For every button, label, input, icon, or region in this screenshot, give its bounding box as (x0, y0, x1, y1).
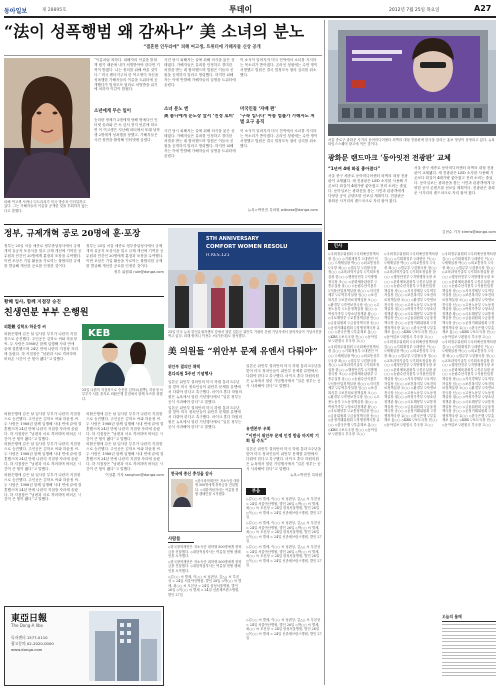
couple-body-para4: 외환은행에 같은 날 입사한 부부가 나란히 지점장으로 승진했다. 주인공은 김학오 씨와 하윤정 씨. 두 사람은 1988년 함께 입행해 사내 연애 끝에 결혼했으며 24년 만에 나란히 지점장 자리에 올랐다. 하 지점장은 “남편과 서로 격려하며 버텨온 시간이 큰 힘이 됐다”고 말했다. (4, 472, 82, 502)
lead-headline: “法이 성폭행범 왜 감싸나” 美 소녀의 분노 (4, 22, 304, 41)
couple-caption: 25일 나란히 지점장으로 승진한 김학오(왼쪽), 하윤정 씨 부부가 서울 을지로 외환은행 본점에서 함께 포즈를 취했다. (82, 388, 163, 401)
couple-body-para6: 외환은행에 같은 날 입사한 부부가 나란히 지점장으로 승진했다. 주인공은 김학오 씨와 하윤정 씨. 두 사람은 1988년 함께 입행해 사내 연애 끝에 결혼했으며 24년 만에 나란히 지점장 자리에 올랐다. 하 지점장은 “남편과 서로 격려하며 버텨온 시간이 큰 힘이 됐다”고 말했다. (86, 442, 164, 471)
comfort-body-col3 (246, 447, 322, 485)
comfort-body-col2 (246, 364, 322, 424)
tide-table (442, 621, 496, 683)
bottom-rule (4, 296, 164, 297)
obit-para-d: ◇김○○ 씨 별세, 이○○ 씨 남편상, 김△△ 씨 부친상 = 24일 서울아산병원, 발인 26일 ◇박○○ 씨 별세, 최○○ 씨 모친상 = 24일 삼성서울병원, 발인 26일 ◇이○○ 씨 별세 = 24일 신촌세브란스병원, 발인 27일 (246, 618, 322, 641)
lead-side-body: 승리란 정체가 2명에게 당해 명예다인 인터넷 올라와 큰 소 앞서 현지 언론에 따르면 이 여고생은 지난해 파티에서 또래 남학생 2명에게 성폭행을 당했고, 가해자들은 사건 장면을 촬영해 인터넷에 올렸다. (94, 118, 160, 142)
lead-kicker-rule (4, 55, 322, 56)
couple-body-para5: 외환은행에 같은 날 입사한 부부가 나란히 지점장으로 승진했다. 주인공은 김학오 씨와 하윤정 씨. 두 사람은 1988년 함께 입행해 사내 연애 끝에 결혼했으며 24년 만에 나란히 지점장 자리에 올랐다. 하 지점장은 “남편과 서로 격려하며 버텨온 시간이 큰 힘이 됐다”고 말했다. (86, 412, 164, 441)
couple-sub: 외환銀 김학오·하윤정 씨 (4, 324, 46, 329)
billboard-body-para: 서울 중구 세종로 동아미디어센터 외벽의 대형 전광판이 교체됐다. 새 전광판은 LED 소자를 사용해 기존보다 화질이 4배가량 좋아졌고 전력 소비는 줄었다. 동아일보는 광화문을 찾는 시민과 관광객에게 다양한 공익 콘텐츠를 선보일 계획이다. 전광판은 광화문 사거리의 랜드마크로 자리 잡아 왔다. (328, 174, 408, 203)
obit-body-2 (246, 618, 322, 685)
loyalty-text: ◇한국장학재단은 저소득층 대학생 500명에게 장학금을 전달했다. ◇대한적십자사는 여름철 헌혈 캠페인을 시작했다. (195, 479, 240, 497)
billboard-body (328, 174, 408, 236)
banner-line1: 5TH ANNIVERSARY (206, 236, 259, 242)
page-number: A27 (474, 4, 492, 13)
obit-para-c: ◇김○○ 씨 별세, 이○○ 씨 남편상, 김△△ 씨 부친상 = 24일 서울아산병원, 발인 26일 ◇박○○ 씨 별세, 최○○ 씨 모친상 = 24일 삼성서울병원, 발인 26일 ◇이○○ 씨 별세 = 24일 신촌세브란스병원, 발인 27일 (246, 544, 322, 568)
obit-head: 부음 (246, 488, 266, 495)
lead-col3-head2: ‘구속 입니다’ 아름 법률가 가해자도 처벌 요구 움직 (240, 114, 315, 125)
people-body-col1 (328, 252, 380, 612)
loyalty-head: 한국에 종신 충성을 감사 (171, 471, 213, 476)
lead-photo (4, 58, 90, 198)
mid-body-para2: 정부는 25일 서울 세종로 정부중앙청사에서 규제개혁 유공자 포상식을 열고 규제 개선에 기여한 공무원과 민간인 20명에게 훈장과 포장을 수여했다. 이번 포상은 기업 활동을 가로막는 불합리한 규제를 발굴해 개선한 공로를 인정한 것이다. (86, 244, 164, 268)
banner-line2: COMFORT WOMEN RESOLU (206, 244, 288, 250)
lead-col2-body: 사건 당시 피해자는 술에 취해 의식을 잃은 상태였다. 가해자들은 유죄를 인정하고 경미한 처벌을 받는 데 합의했으며 법원은 이들의 신원을 공개하지 말라고 명령했다. 하지만 피해자는 이에 반발해 가해자들의 실명을 트위터에 올렸다. (164, 58, 236, 87)
mid-body-col1 (4, 244, 82, 292)
mid-body-col2 (86, 244, 164, 292)
couple-body-col3 (86, 412, 164, 602)
lead-col2-head2: 美 롬니에게 눈도장 앞서 ‘친정 로비’ (164, 114, 235, 119)
people2-head: 사람들 (168, 536, 194, 543)
tide-head: 오늘의 물때 (442, 614, 462, 619)
banner-line3: H.RES.121 (206, 253, 230, 258)
loyalty-photo (171, 479, 193, 507)
lead-col3-body-cont (240, 129, 318, 207)
mid-byline: 정부 위원회 rule@donga.com (113, 269, 164, 274)
lead-col3-body: 이 소식이 알려지자 미국 전역에서 소녀를 지지하는 목소리가 쏟아졌다. 온라인 청원에는 수만 명이 서명했고 법원은 결국 법정모독 혐의 심리를 취소했다. (240, 58, 318, 77)
ad-line-1: 독자센터 1577-0110 (11, 635, 48, 640)
ad-photo (89, 611, 161, 681)
people-para-3: ◇국회정무위원회 ▽국회예산정책처장 김○○ ◇기획재정부 ▽대변인 이○○ ▽세제실장 박○○ ◇외교통상부 ▽국장 최○○ ◇법무부 ▽검찰국장 정○○ ◇교육과학기술부 ▽기획조정실장 한○○ ◇행정안전부 ▽지방행정국장 조○○ ◇문화체육관광부 ▽종무실장 윤○○ ◇농림수산식품부 ▽식품산업정책실장 장○○ ◇지식경제부 ▽무역투자실장 임○○ ◇보건복지부 ▽보건의료정책실장 오○○ ◇환경부 ▽자연보전국장 신○○ ◇고용노동부 ▽노동정책실장 권○○ ◇여성가족부 ▽청소년정책관 황○○ ◇국토해양부 ▽교통정책실장 안○○ ◇금융위원회 ▽금융정책국장 송○○ ◇공정거래위원회 ▽경쟁정책국장 유○○ ◇한국은행 ▽부총재보 홍○○ ◇KBS ▽보도국장 전○○ ◇동아일보 ▽편집국 부국장 고○○ (442, 252, 496, 339)
people-rule (328, 240, 496, 241)
ad-line-2: 광고문의 02-2020-0000 (11, 641, 54, 646)
lead-col3-para: 이 소식이 알려지자 미국 전역에서 소녀를 지지하는 목소리가 쏟아졌다. 온라인 청원에는 수만 명이 서명했고 법원은 결국 법정모독 혐의 심리를 취소했다. (240, 129, 318, 148)
mid-rule (4, 224, 322, 225)
loyalty-box (168, 468, 242, 532)
mid-body-para: 정부는 25일 서울 세종로 정부중앙청사에서 규제개혁 유공자 포상식을 열고 규제 개선에 기여한 공무원과 민간인 20명에게 훈장과 포장을 수여했다. 이번 포상은 기업 활동을 가로막는 불합리한 규제를 발굴해 개선한 공로를 인정한 것이다. (4, 244, 82, 268)
comfort-sub3: “이번이 위안부 문제 인정 받을 마지막 기회 될 수도” (246, 433, 319, 444)
billboard-byline: 김현수 기자 kimhs@donga.com (441, 230, 496, 234)
billboard-body-para2: 서울 중구 세종로 동아미디어센터 외벽의 대형 전광판이 교체됐다. 새 전광판은 LED 소자를 사용해 기존보다 화질이 4배가량 좋아졌고 전력 소비는 줄었다. 동아일보는 광화문을 찾는 시민과 관광객에게 다양한 공익 콘텐츠를 선보일 계획이다. 전광판은 광화문 사거리의 랜드마크로 자리 잡아 왔다. (414, 166, 495, 195)
comfort-sub: 혼다의원 5주년 기념행사 (168, 371, 213, 376)
donga-ad (4, 606, 164, 686)
lead-byline: 뉴욕=박현진 특파원 witness@donga.com (247, 208, 318, 212)
obit-para-b: ◇김○○ 씨 별세, 이○○ 씨 남편상, 김△△ 씨 부친상 = 24일 서울아산병원, 발인 26일 ◇박○○ 씨 별세, 최○○ 씨 모친상 = 24일 삼성서울병원, 발인 26일 ◇이○○ 씨 별세 = 24일 신촌세브란스병원, 발인 27일 (246, 520, 322, 544)
mid-headline: 정부, 규제개혁 공로 20명에 훈·포장 (4, 229, 141, 239)
couple-kicker: 황혜 입사, 함께 지점장 승진 (4, 300, 61, 305)
billboard-caption: 서울 종로구 광화문 사거리 동아미디어센터 외벽의 대형 전광판에 한국을 알리는 홍보 영상이 상영되고 있다. 뉴욕 타임스스퀘어 광고에 이은 것이다. (328, 138, 495, 147)
people2-body (168, 545, 242, 685)
lead-side-head: 소년에게 무슨 일이 (94, 109, 131, 114)
tide-row (442, 673, 496, 676)
ad-tagline: The Dong-A Ilbo (11, 623, 43, 628)
lead-col2-body-cont (164, 129, 236, 215)
comfort-body-para3: 일본군 위안부 결의안의 미국 하원 통과 5주년을 맞아 미국 정치인들이 위안부 문제를 유엔에서 다뤄야 한다고 촉구했다. 마이크 혼다 하원의원은 뉴욕에서 열린 기념행사에서 “일본 정부는 공식 사과해야 한다”고 말했다. (246, 447, 322, 471)
issue-date: 2012년 7월 25일 목요일 (389, 8, 440, 13)
couple-body-col2 (4, 412, 82, 602)
issue-number: 제 28895호 (42, 8, 67, 13)
people-para-3b: ◇국회정무위원회 ▽국회예산정책처장 김○○ ◇기획재정부 ▽대변인 이○○ ▽세제실장 박○○ ◇외교통상부 ▽국장 최○○ ◇법무부 ▽검찰국장 정○○ ◇교육과학기술부 ▽기획조정실장 한○○ ◇행정안전부 ▽지방행정국장 조○○ ◇문화체육관광부 ▽종무실장 윤○○ ◇농림수산식품부 ▽식품산업정책실장 장○○ ◇지식경제부 ▽무역투자실장 임○○ ◇보건복지부 ▽보건의료정책실장 오○○ ◇환경부 ▽자연보전국장 신○○ ◇고용노동부 ▽노동정책실장 권○○ ◇여성가족부 ▽청소년정책관 황○○ ◇국토해양부 ▽교통정책실장 안○○ ◇금융위원회 ▽금융정책국장 송○○ ◇공정거래위원회 ▽경쟁정책국장 유○○ ◇한국은행 ▽부총재보 홍○○ ◇KBS ▽보도국장 전○○ ◇동아일보 ▽편집국 부국장 고○○ (442, 340, 496, 427)
billboard-headline: 광화문 랜드마크 ‘동아잇전 전광판’ 교체 (328, 153, 451, 162)
obit-para: ◇김○○ 씨 별세, 이○○ 씨 남편상, 김△△ 씨 부친상 = 24일 서울아산병원, 발인 26일 ◇박○○ 씨 별세, 최○○ 씨 모친상 = 24일 삼성서울병원, 발인 26일 ◇이○○ 씨 별세 = 24일 신촌세브란스병원, 발인 27일 (246, 497, 322, 520)
couple-body-para2: 외환은행에 같은 날 입사한 부부가 나란히 지점장으로 승진했다. 주인공은 김학오 씨와 하윤정 씨. 두 사람은 1988년 함께 입행해 사내 연애 끝에 결혼했으며 24년 만에 나란히 지점장 자리에 올랐다. 하 지점장은 “남편과 서로 격려하며 버텨온 시간이 큰 힘이 됐다”고 말했다. (4, 412, 82, 441)
billboard-photo (328, 20, 496, 136)
ad-logo: 東亞日報 (11, 614, 48, 624)
comfort-sub2: 유엔본부 우회 (246, 426, 271, 431)
lead-photo-caption: 피해 여고생 사바나 디트리치가 미국 방송과 인터뷰하고 있다. 그는 가해자들의 이름을 공개한 것을 후회하지 않는다고 말했다. (4, 200, 88, 213)
people-body-col2 (384, 252, 438, 612)
comfort-headline: 美 의원들 “위안부 문제 유엔서 다뤄야” (168, 347, 318, 357)
comfort-body-para-b: 일본군 위안부 결의안의 미국 하원 통과 5주년을 맞아 미국 정치인들이 위안부 문제를 유엔에서 다뤄야 한다고 촉구했다. 마이크 혼다 하원의원은 뉴욕에서 열린 기념행사에서 “일본 정부는 공식 사과해야 한다”고 말했다. (168, 405, 242, 430)
comfort-body-para2: 일본군 위안부 결의안의 미국 하원 통과 5주년을 맞아 미국 정치인들이 위안부 문제를 유엔에서 다뤄야 한다고 촉구했다. 마이크 혼다 하원의원은 뉴욕에서 열린 기념행사에서 “일본 정부는 공식 사과해야 한다”고 말했다. (246, 364, 322, 388)
people2-para: ◇한국장학재단은 저소득층 대학생 500명에게 장학금을 전달했다. ◇대한적십자사는 여름철 헌혈 캠페인을 시작했다. (168, 545, 242, 559)
people-para-2b: ◇국회정무위원회 ▽국회예산정책처장 김○○ ◇기획재정부 ▽대변인 이○○ ▽세제실장 박○○ ◇외교통상부 ▽국장 최○○ ◇법무부 ▽검찰국장 정○○ ◇교육과학기술부 ▽기획조정실장 한○○ ◇행정안전부 ▽지방행정국장 조○○ ◇문화체육관광부 ▽종무실장 윤○○ ◇농림수산식품부 ▽식품산업정책실장 장○○ ◇지식경제부 ▽무역투자실장 임○○ ◇보건복지부 ▽보건의료정책실장 오○○ ◇환경부 ▽자연보전국장 신○○ ◇고용노동부 ▽노동정책실장 권○○ ◇여성가족부 ▽청소년정책관 황○○ ◇국토해양부 ▽교통정책실장 안○○ ◇금융위원회 ▽금융정책국장 송○○ ◇공정거래위원회 ▽경쟁정책국장 유○○ ◇한국은행 ▽부총재보 홍○○ ◇KBS ▽보도국장 전○○ ◇동아일보 ▽편집국 부국장 고○○ (384, 340, 438, 427)
obit-body (246, 497, 322, 617)
people-para-2: ◇국회정무위원회 ▽국회예산정책처장 김○○ ◇기획재정부 ▽대변인 이○○ ▽세제실장 박○○ ◇외교통상부 ▽국장 최○○ ◇법무부 ▽검찰국장 정○○ ◇교육과학기술부 ▽기획조정실장 한○○ ◇행정안전부 ▽지방행정국장 조○○ ◇문화체육관광부 ▽종무실장 윤○○ ◇농림수산식품부 ▽식품산업정책실장 장○○ ◇지식경제부 ▽무역투자실장 임○○ ◇보건복지부 ▽보건의료정책실장 오○○ ◇환경부 ▽자연보전국장 신○○ ◇고용노동부 ▽노동정책실장 권○○ ◇여성가족부 ▽청소년정책관 황○○ ◇국토해양부 ▽교통정책실장 안○○ ◇금융위원회 ▽금융정책국장 송○○ ◇공정거래위원회 ▽경쟁정책국장 유○○ ◇한국은행 ▽부총재보 홍○○ ◇KBS ▽보도국장 전○○ ◇동아일보 ▽편집국 부국장 고○○ (384, 252, 438, 339)
comfort-kicker: 위안부 결의안 채택 (168, 364, 200, 369)
people2-para-b: ◇한국장학재단은 저소득층 대학생 500명에게 장학금을 전달했다. ◇대한적십자사는 여름철 헌혈 캠페인을 시작했다. (168, 559, 242, 573)
lead-col2-para: 사건 당시 피해자는 술에 취해 의식을 잃은 상태였다. 가해자들은 유죄를 인정하고 경미한 처벌을 받는 데 합의했으며 법원은 이들의 신원을 공개하지 말라고 명령했다. 하지만 피해자는 이에 반발해 가해자들의 실명을 트위터에 올렸다. (164, 129, 236, 158)
couple-body-para3: 외환은행에 같은 날 입사한 부부가 나란히 지점장으로 승진했다. 주인공은 김학오 씨와 하윤정 씨. 두 사람은 1988년 함께 입행해 사내 연애 끝에 결혼했으며 24년 만에 나란히 지점장 자리에 올랐다. 하 지점장은 “남편과 서로 격려하며 버텨온 시간이 큰 힘이 됐다”고 말했다. (4, 442, 82, 471)
couple-photo (82, 324, 164, 386)
lead-body-left: “이름처럼 착하다. 피해자의 이름을 밝혀 책 썼기 때문에 내가 처벌받아야 한다면 기꺼이 받겠다. 나는 정의를 위해 싸울 것이다.” 미국 켄터키주의 한 여고생이 자신을 성폭행한 가해자들의 이름을 트위터에 공개했다가 법정모독 혐의로 처벌받을 위기에 처하자 이같이 밝혔다. (94, 58, 160, 92)
billboard-sub: “1년여 4배 화질 좋아졌다” (328, 166, 381, 171)
masthead (4, 4, 496, 16)
lead-col2-head: 소녀 분노 엔 (164, 107, 189, 112)
column-divider (324, 20, 325, 685)
people-para-1b: ◇국회정무위원회 ▽국회예산정책처장 김○○ ◇기획재정부 ▽대변인 이○○ ▽세제실장 박○○ ◇외교통상부 ▽국장 최○○ ◇법무부 ▽검찰국장 정○○ ◇교육과학기술부 ▽기획조정실장 한○○ ◇행정안전부 ▽지방행정국장 조○○ ◇문화체육관광부 ▽종무실장 윤○○ ◇농림수산식품부 ▽식품산업정책실장 장○○ ◇지식경제부 ▽무역투자실장 임○○ ◇보건복지부 ▽보건의료정책실장 오○○ ◇환경부 ▽자연보전국장 신○○ ◇고용노동부 ▽노동정책실장 권○○ ◇여성가족부 ▽청소년정책관 황○○ ◇국토해양부 ▽교통정책실장 안○○ ◇금융위원회 ▽금융정책국장 송○○ ◇공정거래위원회 ▽경쟁정책국장 유○○ ◇한국은행 ▽부총재보 홍○○ ◇KBS ▽보도국장 전○○ ◇동아일보 ▽편집국 부국장 고○○ (328, 344, 380, 437)
ad-line-3: www.donga.com (11, 647, 43, 652)
people2-para-c: ◇김○○ 씨 별세, 이○○ 씨 남편상, 김△△ 씨 부친상 = 24일 서울아산병원, 발인 26일 ◇박○○ 씨 별세, 최○○ 씨 모친상 = 24일 삼성서울병원, 발인 26일 ◇이○○ 씨 별세 = 24일 신촌세브란스병원, 발인 27일 (168, 574, 242, 597)
comfort-body-para: 일본군 위안부 결의안의 미국 하원 통과 5주년을 맞아 미국 정치인들이 위안부 문제를 유엔에서 다뤄야 한다고 촉구했다. 마이크 혼다 하원의원은 뉴욕에서 열린 기념행사에서 “일본 정부는 공식 사과해야 한다”고 말했다. (168, 380, 242, 404)
svg-text:KEB: KEB (88, 328, 111, 339)
group-photo-caption: 25일 미국 뉴욕 한인유권자센터 앞에서 열린 일본군 위안부 기림비 건립 기념식에서 참석자들이 기념사진을 찍고 있다. 피해 할머니 이용수 씨(가운데)도 참석했다. (168, 330, 322, 339)
masthead-rule (4, 16, 496, 18)
comfort-body-col1 (168, 380, 242, 466)
couple-headline: 친생연분 부부 은행원 (4, 308, 89, 318)
couple-body-col1 (4, 332, 78, 410)
people-head: 인사 (328, 243, 348, 250)
section-name: 투데이 (229, 5, 253, 14)
lead-col3-head: 미국인들 ‘자매 편’ (240, 107, 277, 112)
paper-name: 동아일보 (4, 8, 28, 15)
couple-body-para: 외환은행에 같은 날 입사한 부부가 나란히 지점장으로 승진했다. 주인공은 김학오 씨와 하윤정 씨. 두 사람은 1988년 함께 입행해 사내 연애 끝에 결혼했으며 24년 만에 나란히 지점장 자리에 올랐다. 하 지점장은 “남편과 서로 격려하며 버텨온 시간이 큰 힘이 됐다”고 말했다. (4, 332, 78, 361)
couple-byline: 이상훈 기자 sanghun@donga.com (105, 472, 164, 477)
people-body-col3 (442, 252, 496, 612)
lead-kicker: “결혼한 인두라에” 피해 여고생, 트위터에 가해자들 신상 공개 (143, 45, 261, 50)
billboard-body-col2 (414, 166, 496, 230)
comfort-byline: 뉴욕=박현진 특파원 (290, 472, 322, 477)
group-photo (168, 228, 322, 328)
people-para-1: ◇국회정무위원회 ▽국회예산정책처장 김○○ ◇기획재정부 ▽대변인 이○○ ▽세제실장 박○○ ◇외교통상부 ▽국장 최○○ ◇법무부 ▽검찰국장 정○○ ◇교육과학기술부 ▽기획조정실장 한○○ ◇행정안전부 ▽지방행정국장 조○○ ◇문화체육관광부 ▽종무실장 윤○○ ◇농림수산식품부 ▽식품산업정책실장 장○○ ◇지식경제부 ▽무역투자실장 임○○ ◇보건복지부 ▽보건의료정책실장 오○○ ◇환경부 ▽자연보전국장 신○○ ◇고용노동부 ▽노동정책실장 권○○ ◇여성가족부 ▽청소년정책관 황○○ ◇국토해양부 ▽교통정책실장 안○○ ◇금융위원회 ▽금융정책국장 송○○ ◇공정거래위원회 ▽경쟁정책국장 유○○ ◇한국은행 ▽부총재보 홍○○ ◇KBS ▽보도국장 전○○ ◇동아일보 ▽편집국 부국장 고○○ (328, 252, 380, 344)
